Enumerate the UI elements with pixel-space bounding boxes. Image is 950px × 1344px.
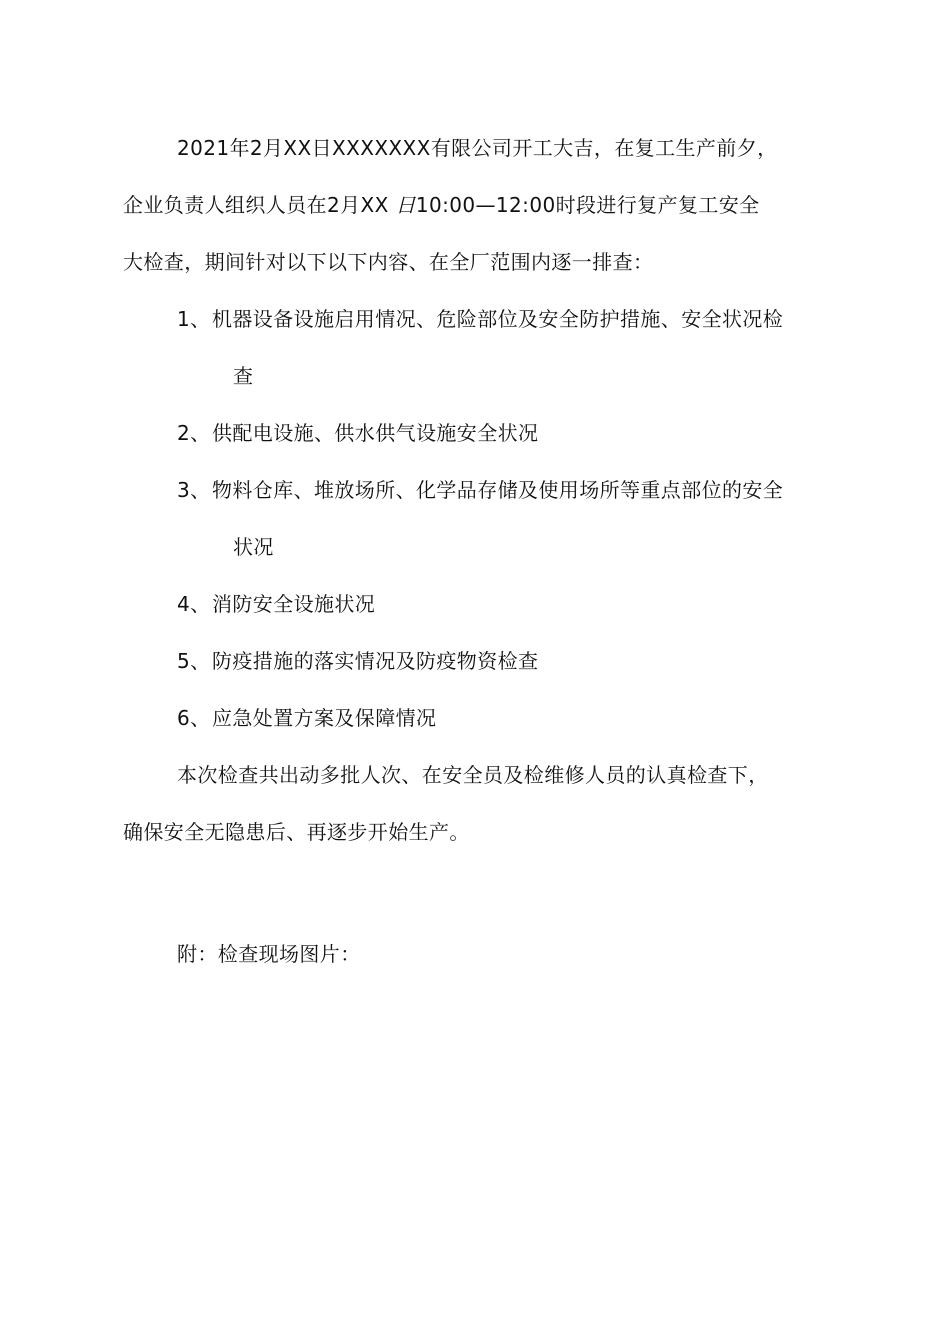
intro-line-2: [123, 191, 760, 219]
list-item-continuation: 查: [233, 364, 254, 388]
intro-line-3: 大检查，期间针对以下以下内容、在全厂范围内逐一排查：: [123, 250, 654, 274]
list-item-text: 应急处置方案及保障情况: [212, 706, 437, 730]
list-item-number: 3、: [177, 478, 211, 502]
conclusion-line-1: 本次检查共出动多批人次、在安全员及检维修人员的认真检查下，: [177, 763, 769, 787]
list-item-text: 消防安全设施状况: [212, 592, 376, 616]
intro-line-2-day-glyph: 日: [395, 193, 416, 217]
conclusion-line-2: 确保安全无隐患后、再逐步开始生产。: [123, 820, 470, 844]
intro-line-1: 2021年2月XX日XXXXXXX有限公司开工大吉，在复工生产前夕，: [177, 136, 778, 160]
intro-line-2-part-a: 企业负责人组织人员在2月XX: [123, 193, 396, 217]
list-item-number: 1、: [177, 307, 211, 331]
appendix-label: 附：检查现场图片：: [177, 942, 361, 966]
list-item-text: 防疫措施的落实情况及防疫物资检查: [212, 649, 539, 673]
list-item-text: 机器设备设施启用情况、危险部位及安全防护措施、安全状况检: [212, 307, 784, 331]
list-item-text: 供配电设施、供水供气设施安全状况: [212, 421, 539, 445]
intro-line-2-part-c: 10:00—12:00时段进行复产复工安全: [415, 193, 760, 217]
list-item-text: 物料仓库、堆放场所、化学品存储及使用场所等重点部位的安全: [212, 478, 784, 502]
list-item-number: 6、: [177, 706, 211, 730]
list-item-continuation: 状况: [233, 535, 274, 559]
list-item-number: 4、: [177, 592, 211, 616]
list-item-number: 5、: [177, 649, 211, 673]
list-item-number: 2、: [177, 421, 211, 445]
